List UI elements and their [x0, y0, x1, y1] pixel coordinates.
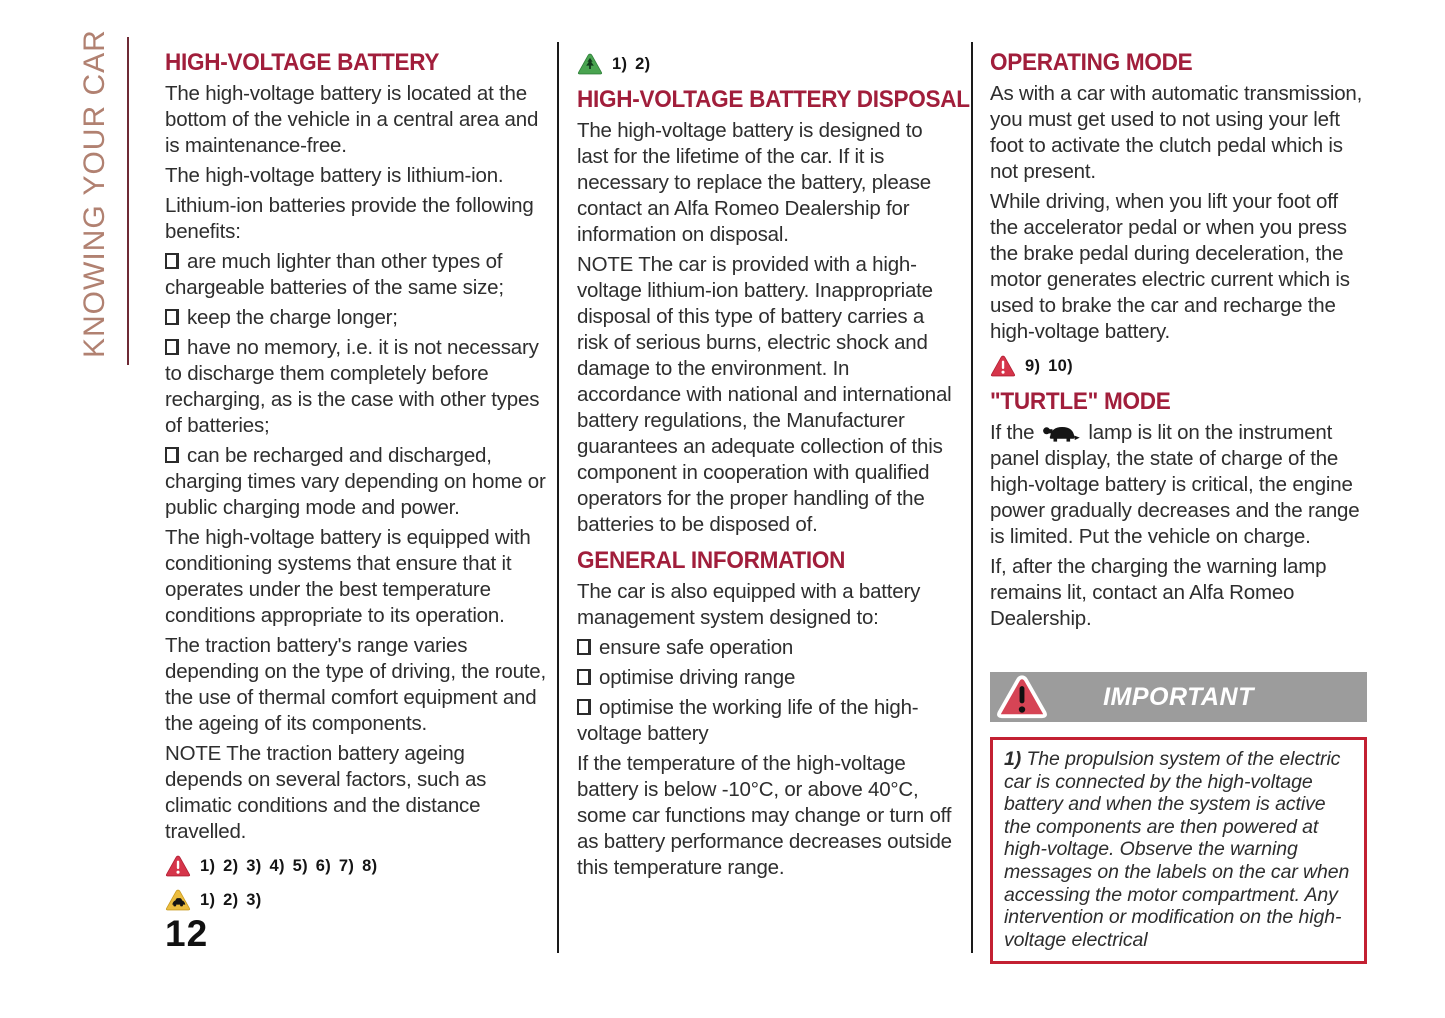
bullet-item — [577, 665, 958, 691]
page-number: 12 — [165, 913, 209, 954]
warning-triangle-icon — [990, 354, 1016, 378]
paragraph: NOTE The traction battery ageing depends on several factors, such as climatic conditions and the distance travelled. — [165, 742, 487, 843]
turtle-icon — [1041, 421, 1081, 443]
bullet-text: ensure safe operation — [599, 636, 794, 659]
bullet-text: keep the charge longer; — [187, 306, 398, 329]
bullet-item — [165, 335, 546, 439]
footnote-box — [990, 737, 1367, 964]
paragraph: The high-voltage battery is designed to last for the lifetime of the car. If it is necessary to replace the battery, please contact an Alfa Romeo Dealership for information on disposal. — [577, 119, 931, 246]
bullet-text: can be recharged and discharged, charging times vary depending on home or public charging mode and power. — [165, 444, 546, 519]
paragraph: The high-voltage battery is equipped with conditioning systems that ensure that it operates under the best temperature conditions appropriate to its operation. — [165, 526, 531, 627]
paragraph: NOTE The car is provided with a high-voltage lithium-ion battery. Inappropriate disposal of this type of battery carries a risk of serious burns, electric shock and damage to the environment. In accordance with national and international battery regulations, the Manufacturer guarantees an adequate collection of this component in cooperation with qualified operators for the proper handling of the batteries to be disposed of. — [577, 253, 952, 536]
important-banner — [990, 672, 1367, 722]
paragraph-with-turtle-icon — [990, 420, 1367, 550]
text-before-icon: If the — [990, 421, 1035, 444]
paragraph: If the temperature of the high-voltage battery is below -10°C, or above 40°C, some car functions may change or turn off as battery performance decreases outside this temperature range. — [577, 752, 952, 879]
warning-ref-numbers: 1) 2) 3) 4) 5) 6) 7) 8) — [200, 857, 378, 875]
bullet-text: have no memory, i.e. it is not necessary to discharge them completely before recharging, as is the case with other types of batteries; — [165, 336, 540, 437]
column-divider — [557, 42, 559, 953]
section-heading-operating-mode: OPERATING MODE — [990, 49, 1193, 76]
text-after-icon: lamp is lit on the instrument panel display, the state of charge of the high-voltage battery is critical, the engine power gradually decreases and the range is limited. Put the vehicle on charge. — [990, 421, 1360, 548]
paragraph: The high-voltage battery is lithium-ion. — [165, 164, 504, 187]
paragraph: The traction battery's range varies depending on the type of driving, the route, the use of thermal comfort equipment and the ageing of its components. — [165, 634, 546, 735]
environment-triangle-icon — [577, 52, 603, 76]
section-heading-battery-disposal: HIGH-VOLTAGE BATTERY DISPOSAL — [577, 86, 970, 113]
bullet-item — [165, 443, 546, 521]
square-bullet-icon — [165, 309, 179, 325]
footnote-text: The propulsion system of the electric car is connected by the high-voltage battery and when the system is active the components are then powered at high-voltage. Observe the warning messages on the labels on the car when accessing the motor compartment. Any intervention or modification on the high-voltage electrical — [1004, 748, 1350, 951]
bullet-text: optimise driving range — [599, 666, 796, 689]
bullet-item — [165, 305, 546, 331]
bullet-item — [165, 249, 546, 301]
footnote-number: 1) — [1004, 748, 1022, 770]
sidebar-chapter-label: KNOWING YOUR CAR — [78, 29, 111, 358]
bullet-text: optimise the working life of the high-voltage battery — [577, 696, 919, 745]
square-bullet-icon — [165, 253, 179, 269]
square-bullet-icon — [165, 447, 179, 463]
bullet-item — [577, 695, 958, 747]
bullet-item — [577, 635, 958, 661]
environment-ref-numbers: 1) 2) — [612, 55, 651, 73]
section-heading-turtle-mode: "TURTLE" MODE — [990, 388, 1171, 415]
section-heading-high-voltage-battery: HIGH-VOLTAGE BATTERY — [165, 49, 440, 76]
car-caution-triangle-icon — [165, 888, 191, 912]
square-bullet-icon — [577, 639, 591, 655]
paragraph: If, after the charging the warning lamp remains lit, contact an Alfa Romeo Dealership. — [990, 555, 1327, 630]
important-banner-label: IMPORTANT — [1103, 683, 1254, 711]
column-3 — [990, 49, 1367, 964]
column-1 — [165, 49, 546, 954]
paragraph: Lithium-ion batteries provide the following benefits: — [165, 194, 534, 243]
column-divider — [971, 42, 973, 953]
section-heading-general-information: GENERAL INFORMATION — [577, 547, 846, 574]
warning-ref-numbers: 9) 10) — [1025, 357, 1073, 375]
warning-references-row — [990, 353, 1367, 379]
paragraph: While driving, when you lift your foot off the accelerator pedal or when you press the brake pedal during deceleration, the motor generates electric current which is used to brake the car and recharge the high-voltage battery. — [990, 190, 1350, 343]
caution-ref-numbers: 1) 2) 3) — [200, 891, 262, 909]
environment-references-row — [577, 51, 958, 77]
sidebar-rule — [127, 37, 129, 365]
paragraph: The car is also equipped with a battery management system designed to: — [577, 580, 921, 629]
caution-references-row — [165, 887, 546, 913]
paragraph: The high-voltage battery is located at the bottom of the vehicle in a central area and is maintenance-free. — [165, 82, 539, 157]
square-bullet-icon — [577, 669, 591, 685]
bullet-text: are much lighter than other types of chargeable batteries of the same size; — [165, 250, 504, 299]
column-2 — [577, 49, 970, 885]
warning-references-row — [165, 853, 546, 879]
paragraph: As with a car with automatic transmission, you must get used to not using your left foot to activate the clutch pedal which is not present. — [990, 82, 1363, 183]
square-bullet-icon — [577, 699, 591, 715]
warning-triangle-icon — [165, 854, 191, 878]
square-bullet-icon — [165, 339, 179, 355]
